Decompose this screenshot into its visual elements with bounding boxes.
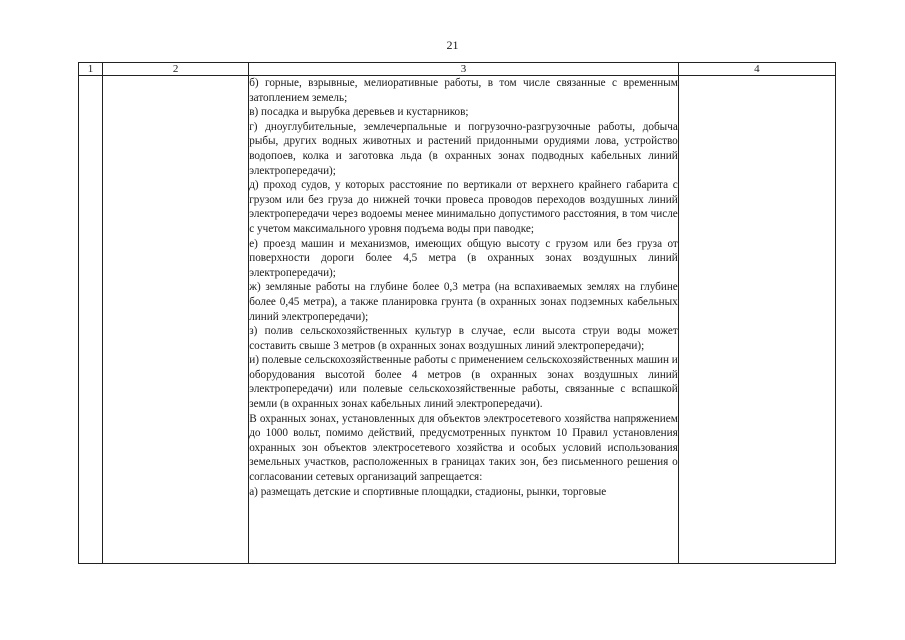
table-row bbox=[79, 76, 836, 564]
paragraph-e: е) проезд машин и механизмов, имеющих общую высоту с грузом или без груза от поверхности дороги более 4,5 метра (в охранных зонах воздушных линий электропередачи); bbox=[249, 237, 678, 279]
paragraph-z: з) полив сельскохозяйственных культур в случае, если высота струи воды может составить свыше 3 метров (в охранных зонах воздушных линий электропередачи); bbox=[249, 325, 678, 352]
paragraph-a: а) размещать детские и спортивные площадки, стадионы, рынки, торговые bbox=[249, 485, 607, 498]
paragraph-i: и) полевые сельскохозяйственные работы с применением сельскохозяйственных машин и оборудования высотой более 4 метров (в охранных зонах воздушных линий электропередачи) или полевые сельскохозяйственные работы, связанные с вспашкой земли (в охранных зонах кабельных линий электропередачи). bbox=[249, 354, 678, 411]
table-header-row bbox=[79, 63, 836, 76]
column-header-2: 2 bbox=[103, 63, 249, 76]
paragraph-d: д) проход судов, у которых расстояние по вертикали от верхнего крайнего габарита с грузом или без груза до нижней точки провеса проводов переходов воздушных линий электропередачи через водоемы менее минимально допустимого расстояния, в том числе с учетом максимального уровня подъема воды при паводке; bbox=[249, 179, 678, 235]
column-header-3: 3 bbox=[249, 63, 679, 76]
page-number: 21 bbox=[446, 38, 459, 52]
column-header-4: 4 bbox=[678, 63, 835, 76]
paragraph-b: б) горные, взрывные, мелиоративные работы, в том числе связанные с временным затоплением земель; bbox=[249, 77, 678, 104]
paragraph-g: г) дноуглубительные, землечерпальные и погрузочно-разгрузочные работы, добыча рыбы, других водных животных и растений придонными орудиями лова, устройство водопоев, колка и заготовка льда (в охранных зонах подводных кабельных линий электропередачи); bbox=[249, 120, 678, 177]
paragraph-v: в) посадка и вырубка деревьев и кустарников; bbox=[249, 106, 469, 119]
cell-col-1 bbox=[79, 76, 103, 564]
column-header-1: 1 bbox=[79, 63, 103, 76]
cell-col-3 bbox=[249, 76, 679, 564]
paragraph-low-voltage-zones: В охранных зонах, установленных для объектов электросетевого хозяйства напряжением до 1000 вольт, помимо действий, предусмотренных пунктом 10 Правил установления охранных зон объектов электросетевого хозяйства и особых условий использования земельных участков, расположенных в границах таких зон, без письменного решения о согласовании сетевых организаций запрещается: bbox=[249, 412, 678, 484]
cell-col-2 bbox=[103, 76, 249, 564]
document-table bbox=[78, 62, 836, 564]
paragraph-zh: ж) земляные работы на глубине более 0,3 метра (на вспахиваемых землях на глубине более 0,45 метра), а также планировка грунта (в охранных зонах подземных кабельных линий электропередачи); bbox=[249, 281, 678, 323]
cell-col-4 bbox=[678, 76, 835, 564]
